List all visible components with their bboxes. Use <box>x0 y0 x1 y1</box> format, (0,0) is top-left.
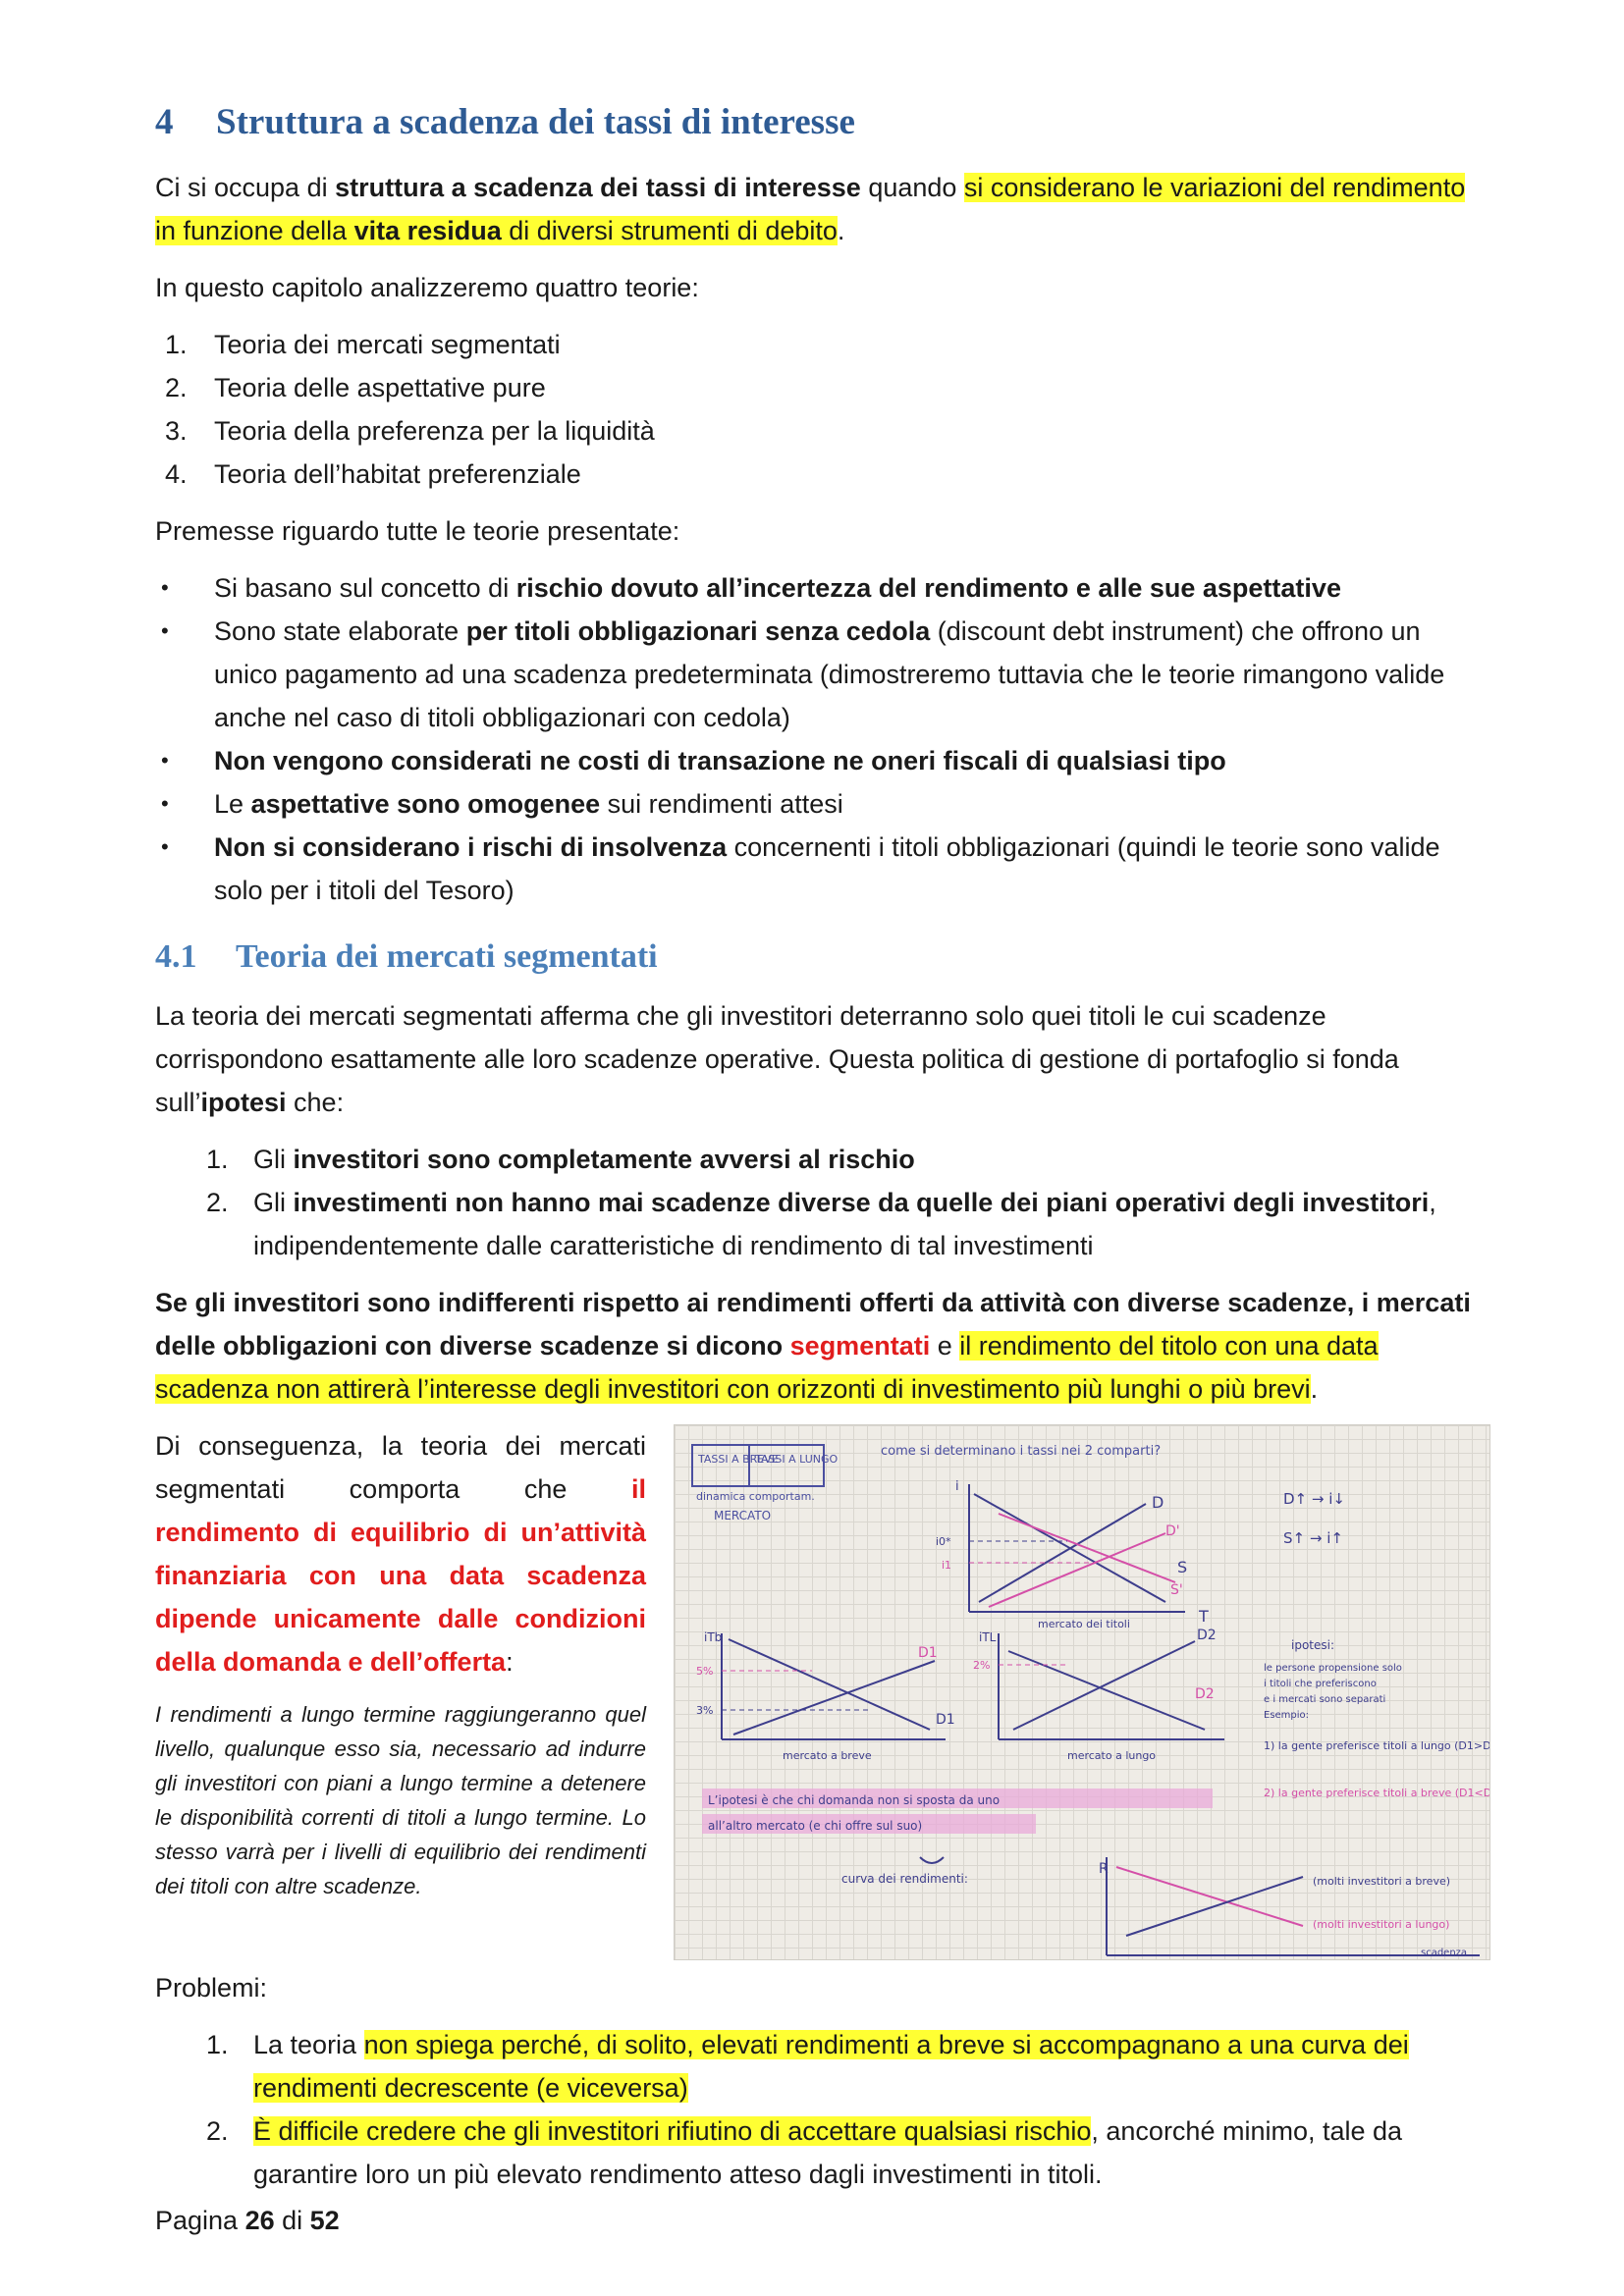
section-title: Teoria dei mercati segmentati <box>236 938 658 975</box>
box-long-label: TASSI A LUNGO <box>755 1453 839 1466</box>
label-itl: iTL <box>979 1630 997 1644</box>
list-item: 1. La teoria non spiega perché, di solito, elevati rendimenti a breve si accompagnano a una curva dei rendimenti decrescente (e viceversa) <box>206 2030 1409 2103</box>
list-item: 2. Teoria delle aspettative pure <box>165 373 546 402</box>
note-h2: i titoli che preferiscono <box>1264 1679 1377 1689</box>
note-h1: le persone propensione solo <box>1264 1663 1402 1674</box>
label-5pct: 5% <box>696 1665 714 1678</box>
label-itb: iTb <box>704 1630 723 1644</box>
pink-note-1: L’ipotesi è che chi domanda non si sposta da uno <box>708 1793 1001 1807</box>
note-case-2: 2) la gente preferisce titoli a breve (D1<D2) <box>1264 1787 1489 1799</box>
consequence-text: Di conseguenza, la teoria dei mercati segmentati comporta che il rendimento di equilibrio di un’attività finanziaria con una data scadenza dipende unicamente dalle condizioni della domanda e dell’offerta: I rendimenti a lungo termine raggiungeranno quel livello, qualunque esso sia, necessario ad indurre gli investitori con piani a lungo termine a detenere le disponibilità correnti di titoli a lungo termine. Lo stesso varrà per i livelli di equilibrio dei rendimenti dei titoli con altre scadenze. <box>155 1424 646 1903</box>
sketch-drawing <box>675 1425 1489 1959</box>
market-label: MERCATO <box>714 1509 772 1522</box>
chapter-number: 4 <box>155 102 174 142</box>
yc-axis-label: R <box>1099 1861 1109 1877</box>
label-d2: D2 <box>1197 1628 1217 1643</box>
top-question: come si determinano i tassi nei 2 comparti? <box>881 1444 1162 1459</box>
label-d-prime: D' <box>1165 1523 1180 1539</box>
page-footer: Pagina 26 di 52 <box>155 2206 340 2235</box>
segmented-paragraph: Se gli investitori sono indifferenti rispetto ai rendimenti offerti da attività con diverse scadenze, i mercati delle obbligazioni con diverse scadenze si dicono segmentati e il rendimento del titolo con una data scadenza non attirerà l’interesse degli investitori con orizzonti di investimento più lunghi o più brevi. <box>155 1288 1471 1404</box>
intro-list-lead: In questo capitolo analizzeremo quattro teorie: <box>155 273 699 302</box>
label-d: D <box>1152 1493 1164 1512</box>
rule-demand: D↑ → i↓ <box>1283 1490 1345 1508</box>
theories-list <box>155 323 1483 496</box>
yc-decreasing <box>1116 1867 1303 1926</box>
consequence-block <box>155 1424 1489 1966</box>
label-d1-b: D1 <box>936 1712 955 1728</box>
list-item: 2. Gli investimenti non hanno mai scadenze diverse da quelle dei piani operativi degli investitori, indipendentemente dalle caratteristiche di rendimento di tal investimenti <box>206 1188 1436 1260</box>
page-content <box>155 93 1489 2196</box>
curve-label: curva dei rendimenti: <box>841 1872 968 1886</box>
list-item: 4. Teoria dell’habitat preferenziale <box>165 459 581 489</box>
label-i-star: i0* <box>936 1535 951 1548</box>
list-item: 1. Teoria dei mercati segmentati <box>165 330 561 359</box>
hypotheses-list <box>155 1138 1483 1267</box>
label-short-market: mercato a breve <box>783 1749 872 1762</box>
box-under-label: dinamica comportam. <box>696 1490 815 1503</box>
label-d1: D1 <box>918 1645 938 1661</box>
problems-list <box>155 2023 1483 2196</box>
box-short-rates <box>692 1445 749 1486</box>
rule-supply: S↑ → i↑ <box>1283 1529 1343 1547</box>
label-s: S <box>1177 1558 1188 1576</box>
list-item: • Sono state elaborate per titoli obbligazionari senza cedola (discount debt instrument) che offrono un unico pagamento ad una scadenza predeterminata (dimostreremo tuttavia che le teorie rimangono valide anche nel caso di titoli obbligazionari con cedola) <box>161 616 1445 732</box>
list-item: 1. Gli investitori sono completamente avversi al rischio <box>206 1145 915 1174</box>
note-hypothesis: ipotesi: <box>1291 1638 1335 1652</box>
note-case-1: 1) la gente preferisce titoli a lungo (D1>D2) <box>1264 1739 1489 1752</box>
premises-list <box>155 566 1483 912</box>
list-item: • Le aspettative sono omogenee sui rendimenti attesi <box>161 789 843 819</box>
note-h3: e i mercati sono separati <box>1264 1694 1386 1705</box>
yc-increasing <box>1126 1877 1303 1936</box>
box-short-label: TASSI A BREVE <box>698 1453 779 1466</box>
section-number: 4.1 <box>155 938 197 975</box>
handwritten-notes-image <box>674 1424 1490 1960</box>
list-item: 3. Teoria della preferenza per la liquidità <box>165 416 655 446</box>
label-3pct: 3% <box>696 1704 714 1717</box>
chapter-title: Struttura a scadenza dei tassi di interesse <box>216 102 855 142</box>
box-long-rates <box>749 1445 824 1486</box>
list-item: • Si basano sul concetto di rischio dovuto all’incertezza del rendimento e alle sue aspettative <box>161 573 1341 603</box>
section-heading <box>155 930 1483 985</box>
yc-x-label: scadenza <box>1421 1948 1468 1958</box>
label-i-one: i1 <box>942 1559 952 1572</box>
list-item: 2. È difficile credere che gli investitori rifiutino di accettare qualsiasi rischio, ancorché minimo, tale da garantire loro un più elevato rendimento atteso dagli investimenti in titoli. <box>206 2116 1403 2189</box>
label-s-prime: S' <box>1170 1582 1183 1598</box>
bm-supply <box>1013 1641 1195 1730</box>
premises-title: Premesse riguardo tutte le teorie presentate: <box>155 516 680 546</box>
label-i: i <box>955 1479 959 1494</box>
label-d2-b: D2 <box>1195 1686 1215 1702</box>
italic-note: I rendimenti a lungo termine raggiungeranno quel livello, qualunque esso sia, necessario ad indurre gli investitori con piani a lungo termine a detenere le disponibilità correnti di titoli a lungo termine. Lo stesso varrà per i livelli di equilibrio dei rendimenti dei titoli con altre scadenze. <box>155 1702 646 1898</box>
yc-note-2: (molti investitori a lungo) <box>1313 1918 1450 1931</box>
top-curve-s-prime <box>999 1514 1175 1582</box>
pink-note-2: all’altro mercato (e chi offre sul suo) <box>708 1819 923 1833</box>
label-long-market: mercato a lungo <box>1067 1749 1157 1762</box>
label-2pct: 2% <box>973 1659 991 1672</box>
yc-note-1: (molti investitori a breve) <box>1313 1875 1451 1888</box>
bl-demand <box>729 1639 930 1730</box>
bl-supply <box>733 1661 935 1735</box>
top-axis-note: mercato dei titoli <box>1038 1618 1130 1630</box>
note-h4: Esempio: <box>1264 1710 1310 1721</box>
label-t: T <box>1199 1607 1209 1626</box>
list-item: • Non si considerano i rischi di insolvenza concernenti i titoli obbligazionari (quindi le teorie sono valide solo per i titoli del Tesoro) <box>161 832 1440 905</box>
section-intro: La teoria dei mercati segmentati afferma che gli investitori deterranno solo quei titoli le cui scadenze corrispondono esattamente alle loro scadenze operative. Questa politica di gestione di portafoglio si fonda sull’ipotesi che: <box>155 1001 1399 1117</box>
chapter-heading <box>155 93 1483 152</box>
list-item: • Non vengono considerati ne costi di transazione ne oneri fiscali di qualsiasi tipo <box>161 746 1226 775</box>
problems-title: Problemi: <box>155 1973 268 2002</box>
smile-mark <box>920 1857 944 1863</box>
intro-paragraph: Ci si occupa di struttura a scadenza dei tassi di interesse quando si considerano le variazioni del rendimento in funzione della vita residua di diversi strumenti di debito. <box>155 173 1466 245</box>
